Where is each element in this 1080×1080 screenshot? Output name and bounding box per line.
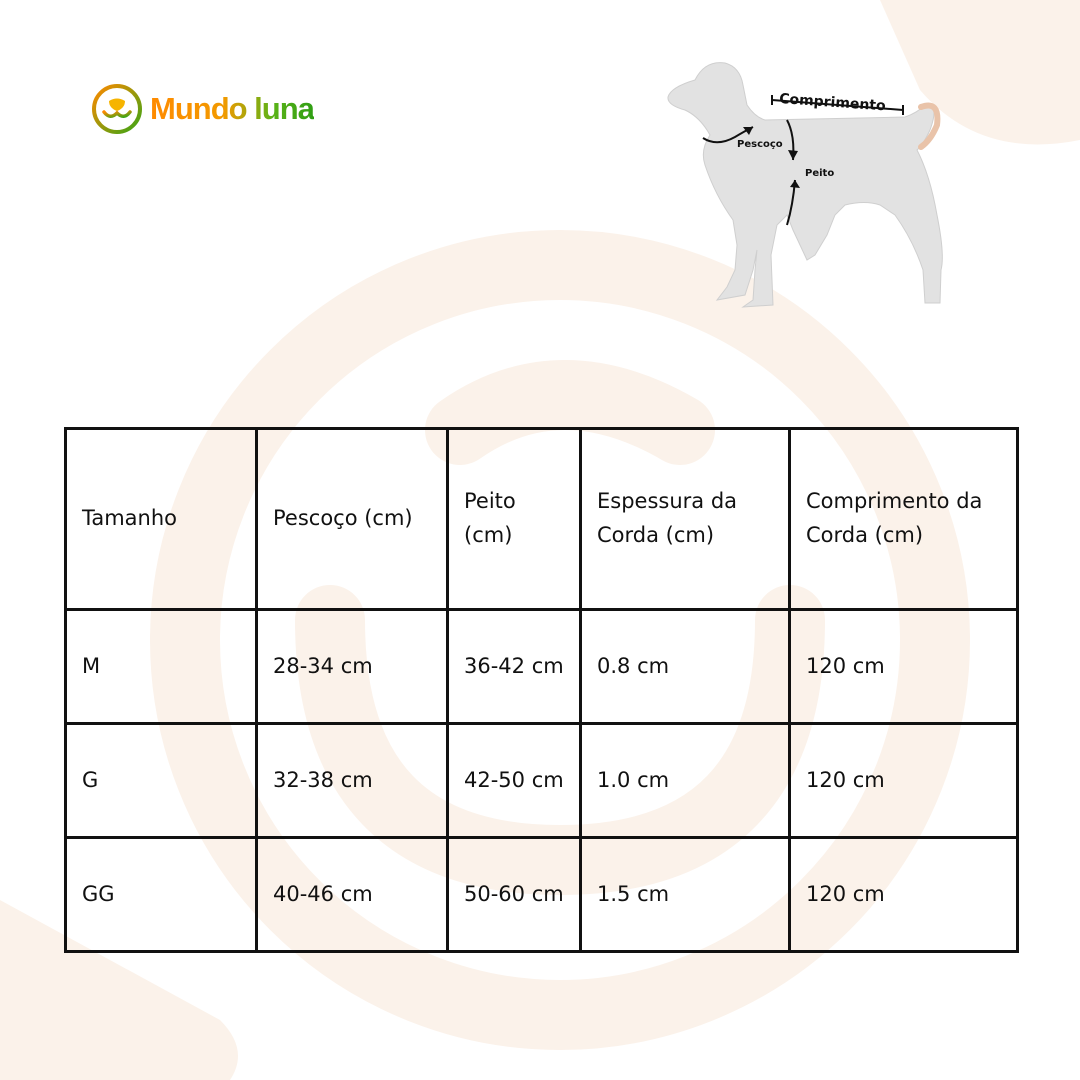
cell-rope-thickness: 1.0 cm: [581, 724, 790, 838]
table-row: [66, 838, 1018, 952]
cell-chest: 50-60 cm: [448, 838, 581, 952]
dog-measurement-diagram: [655, 55, 955, 320]
chest-label: Peito: [805, 168, 835, 179]
cell-rope-thickness: 0.8 cm: [581, 610, 790, 724]
header-tamanho: Tamanho: [66, 429, 257, 610]
cell-size: G: [66, 724, 257, 838]
cell-neck: 28-34 cm: [257, 610, 448, 724]
header-espessura: Espessura da Corda (cm): [581, 429, 790, 610]
header-pescoco: Pescoço (cm): [257, 429, 448, 610]
cell-rope-length: 120 cm: [790, 610, 1018, 724]
cell-rope-length: 120 cm: [790, 724, 1018, 838]
length-label: Comprimento: [778, 91, 887, 115]
cell-size: M: [66, 610, 257, 724]
size-table: [64, 427, 1019, 953]
cell-rope-thickness: 1.5 cm: [581, 838, 790, 952]
header-comprimento: Comprimento da Corda (cm): [790, 429, 1018, 610]
table-row: [66, 724, 1018, 838]
dog-face-logo-icon: [90, 82, 144, 136]
table-row: [66, 610, 1018, 724]
cell-neck: 32-38 cm: [257, 724, 448, 838]
cell-neck: 40-46 cm: [257, 838, 448, 952]
brand-name: Mundo luna: [150, 91, 314, 126]
cell-chest: 42-50 cm: [448, 724, 581, 838]
brand-logo: [90, 82, 314, 136]
cell-chest: 36-42 cm: [448, 610, 581, 724]
header-peito: Peito (cm): [448, 429, 581, 610]
cell-rope-length: 120 cm: [790, 838, 1018, 952]
cell-size: GG: [66, 838, 257, 952]
table-header-row: [66, 429, 1018, 610]
neck-label: Pescoço: [737, 139, 783, 150]
